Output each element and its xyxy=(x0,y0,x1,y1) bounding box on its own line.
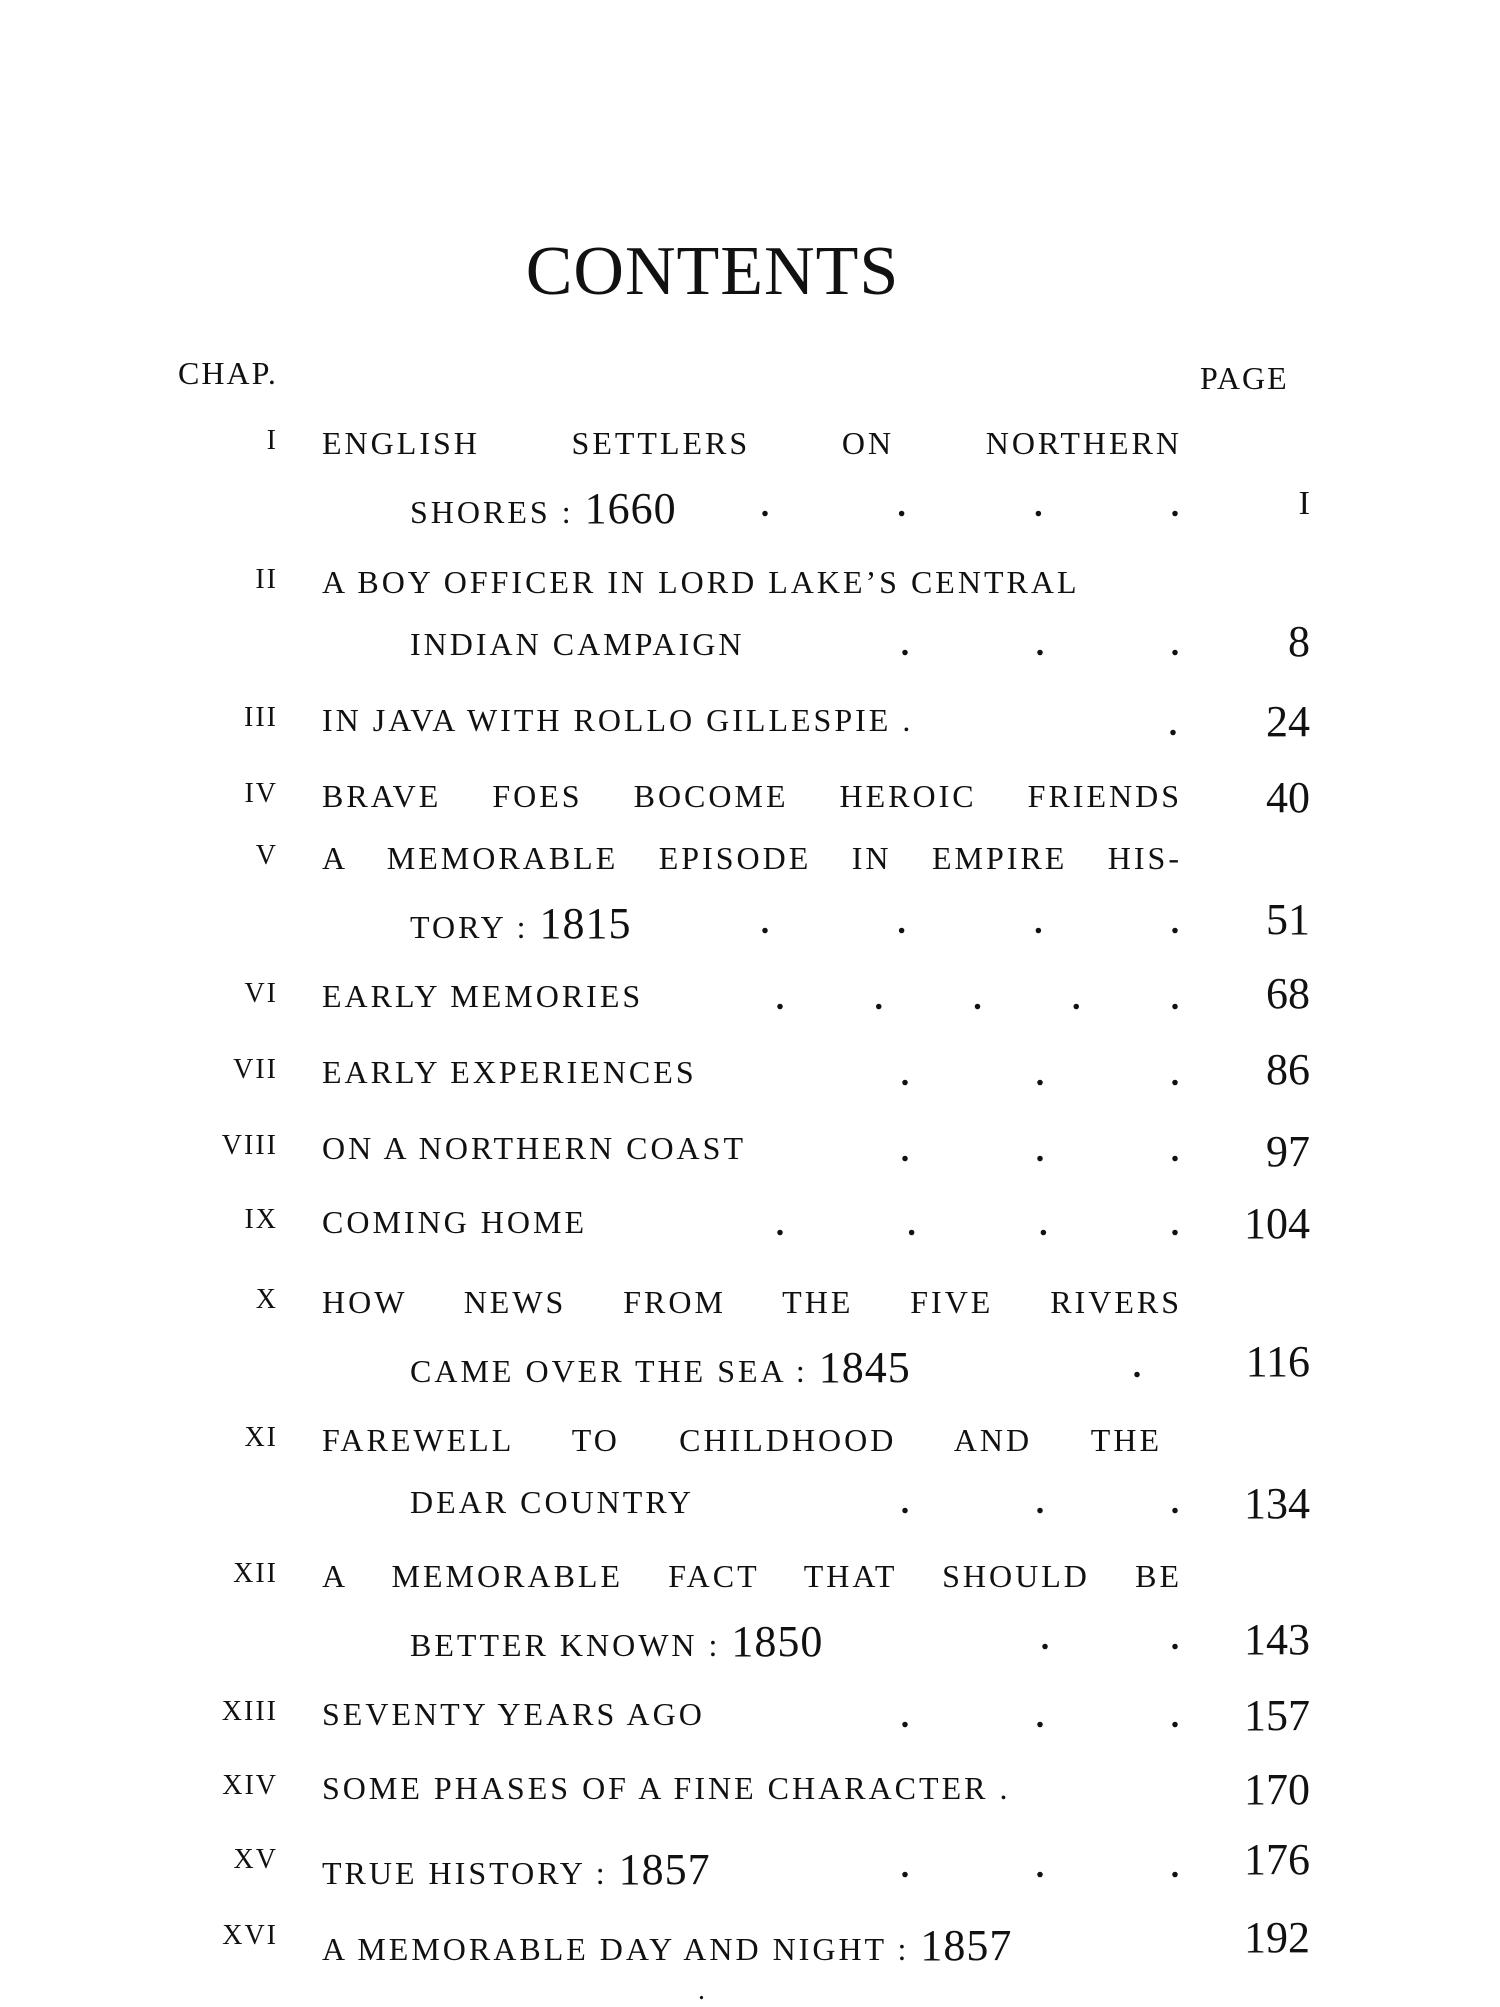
chapter-title-line-1: EARLY MEMORIES xyxy=(322,978,644,1014)
chapter-year: 1660 xyxy=(584,484,677,533)
chapter-year: 1857 xyxy=(618,1845,711,1894)
page-number: 24 xyxy=(1266,697,1310,746)
chapter-year: 1857 xyxy=(920,1921,1013,1970)
dot-leader: . . . . xyxy=(760,487,1180,524)
page-number: 176 xyxy=(1244,1835,1310,1884)
chapter-year: 1845 xyxy=(818,1343,911,1392)
dot-leader: . . . . xyxy=(775,1206,1180,1243)
chapter-title-line-1: ON A NORTHERN COAST xyxy=(322,1130,746,1166)
chapter-title-line-1: TRUE HISTORY : 1857 xyxy=(322,1845,711,1894)
chapter-title-line-1: IN JAVA WITH ROLLO GILLESPIE . xyxy=(322,702,914,738)
chapter-title-line-1: SOME PHASES OF A FINE CHARACTER . xyxy=(322,1770,1011,1806)
page-speck: . xyxy=(698,1975,705,2006)
page-number: 40 xyxy=(1266,773,1310,822)
chapter-title-line-1: A MEMORABLE EPISODE IN EMPIRE HIS- xyxy=(322,840,1182,876)
chapter-number: V xyxy=(255,840,278,871)
page-column-header: PAGE xyxy=(1200,360,1289,396)
chapter-number: XI xyxy=(244,1422,278,1453)
chapter-title-line-2: SHORES : 1660 xyxy=(410,484,677,533)
chapter-number: X xyxy=(255,1284,278,1315)
dot-leader: . . . . xyxy=(760,904,1180,941)
page-title: CONTENTS xyxy=(525,233,900,310)
chapter-title-line-1: A MEMORABLE DAY AND NIGHT : 1857 xyxy=(322,1921,1013,1970)
chapter-title-line-2: BETTER KNOWN : 1850 xyxy=(410,1617,824,1666)
chapter-number: VI xyxy=(244,978,278,1009)
chapter-title-line-2: DEAR COUNTRY xyxy=(410,1484,695,1520)
page-number: 116 xyxy=(1245,1337,1310,1386)
chapter-column-header: CHAP. xyxy=(178,355,278,391)
dot-leader: . xyxy=(1132,1348,1142,1385)
dot-leader: . . . xyxy=(900,1848,1180,1885)
page-number: 68 xyxy=(1266,969,1310,1018)
page-number: 97 xyxy=(1266,1127,1310,1176)
chapter-number: XII xyxy=(233,1558,278,1589)
dot-leader: . xyxy=(1168,706,1178,743)
chapter-title-line-1: SEVENTY YEARS AGO xyxy=(322,1696,705,1732)
page-number: 170 xyxy=(1244,1765,1310,1814)
chapter-year: 1850 xyxy=(731,1617,824,1666)
dot-leader: . . . xyxy=(900,1132,1180,1169)
chapter-title-line-1: BRAVE FOES BOCOME HEROIC FRIENDS xyxy=(322,778,1182,814)
page-number: 157 xyxy=(1244,1691,1310,1740)
chapter-number: I xyxy=(266,425,278,456)
chapter-number: IX xyxy=(244,1204,278,1235)
chapter-number: II xyxy=(255,564,278,595)
page-number: 134 xyxy=(1244,1479,1310,1528)
chapter-number: IV xyxy=(244,778,278,809)
page-number: 192 xyxy=(1244,1913,1310,1962)
chapter-title-line-1: FAREWELL TO CHILDHOOD AND THE xyxy=(322,1422,1162,1458)
page-number: 86 xyxy=(1266,1045,1310,1094)
chapter-number: XIV xyxy=(222,1770,278,1801)
chapter-title-line-1: A BOY OFFICER IN LORD LAKE’S CENTRAL xyxy=(322,564,1080,600)
page-number: 143 xyxy=(1244,1615,1310,1664)
chapter-number: XV xyxy=(233,1844,278,1875)
chapter-year: 1815 xyxy=(539,899,632,948)
page-number: 51 xyxy=(1266,895,1310,944)
chapter-number: VIII xyxy=(221,1130,278,1161)
chapter-number: VII xyxy=(233,1054,278,1085)
chapter-number: III xyxy=(244,702,278,733)
page-number: I xyxy=(1298,485,1310,522)
chapter-title-line-1: A MEMORABLE FACT THAT SHOULD BE xyxy=(322,1558,1182,1594)
dot-leader: . . . xyxy=(900,1484,1180,1521)
page-number: 104 xyxy=(1244,1199,1310,1248)
chapter-number: XVI xyxy=(222,1920,278,1951)
chapter-title-line-2: INDIAN CAMPAIGN xyxy=(410,626,745,662)
chapter-title-line-1: COMING HOME xyxy=(322,1204,587,1240)
dot-leader: . . . xyxy=(900,626,1180,663)
dot-leader: . . . . . xyxy=(775,980,1180,1017)
chapter-number: XIII xyxy=(221,1696,278,1727)
dot-leader: . . xyxy=(1040,1620,1180,1657)
dot-leader: . . . xyxy=(900,1056,1180,1093)
chapter-title-line-1: ENGLISH SETTLERS ON NORTHERN xyxy=(322,425,1182,461)
page-number: 8 xyxy=(1288,617,1310,666)
chapter-title-line-2: TORY : 1815 xyxy=(410,899,632,948)
chapter-title-line-1: HOW NEWS FROM THE FIVE RIVERS xyxy=(322,1284,1182,1320)
dot-leader: . . . xyxy=(900,1698,1180,1735)
chapter-title-line-2: CAME OVER THE SEA : 1845 xyxy=(410,1343,911,1392)
chapter-title-line-1: EARLY EXPERIENCES xyxy=(322,1054,697,1090)
